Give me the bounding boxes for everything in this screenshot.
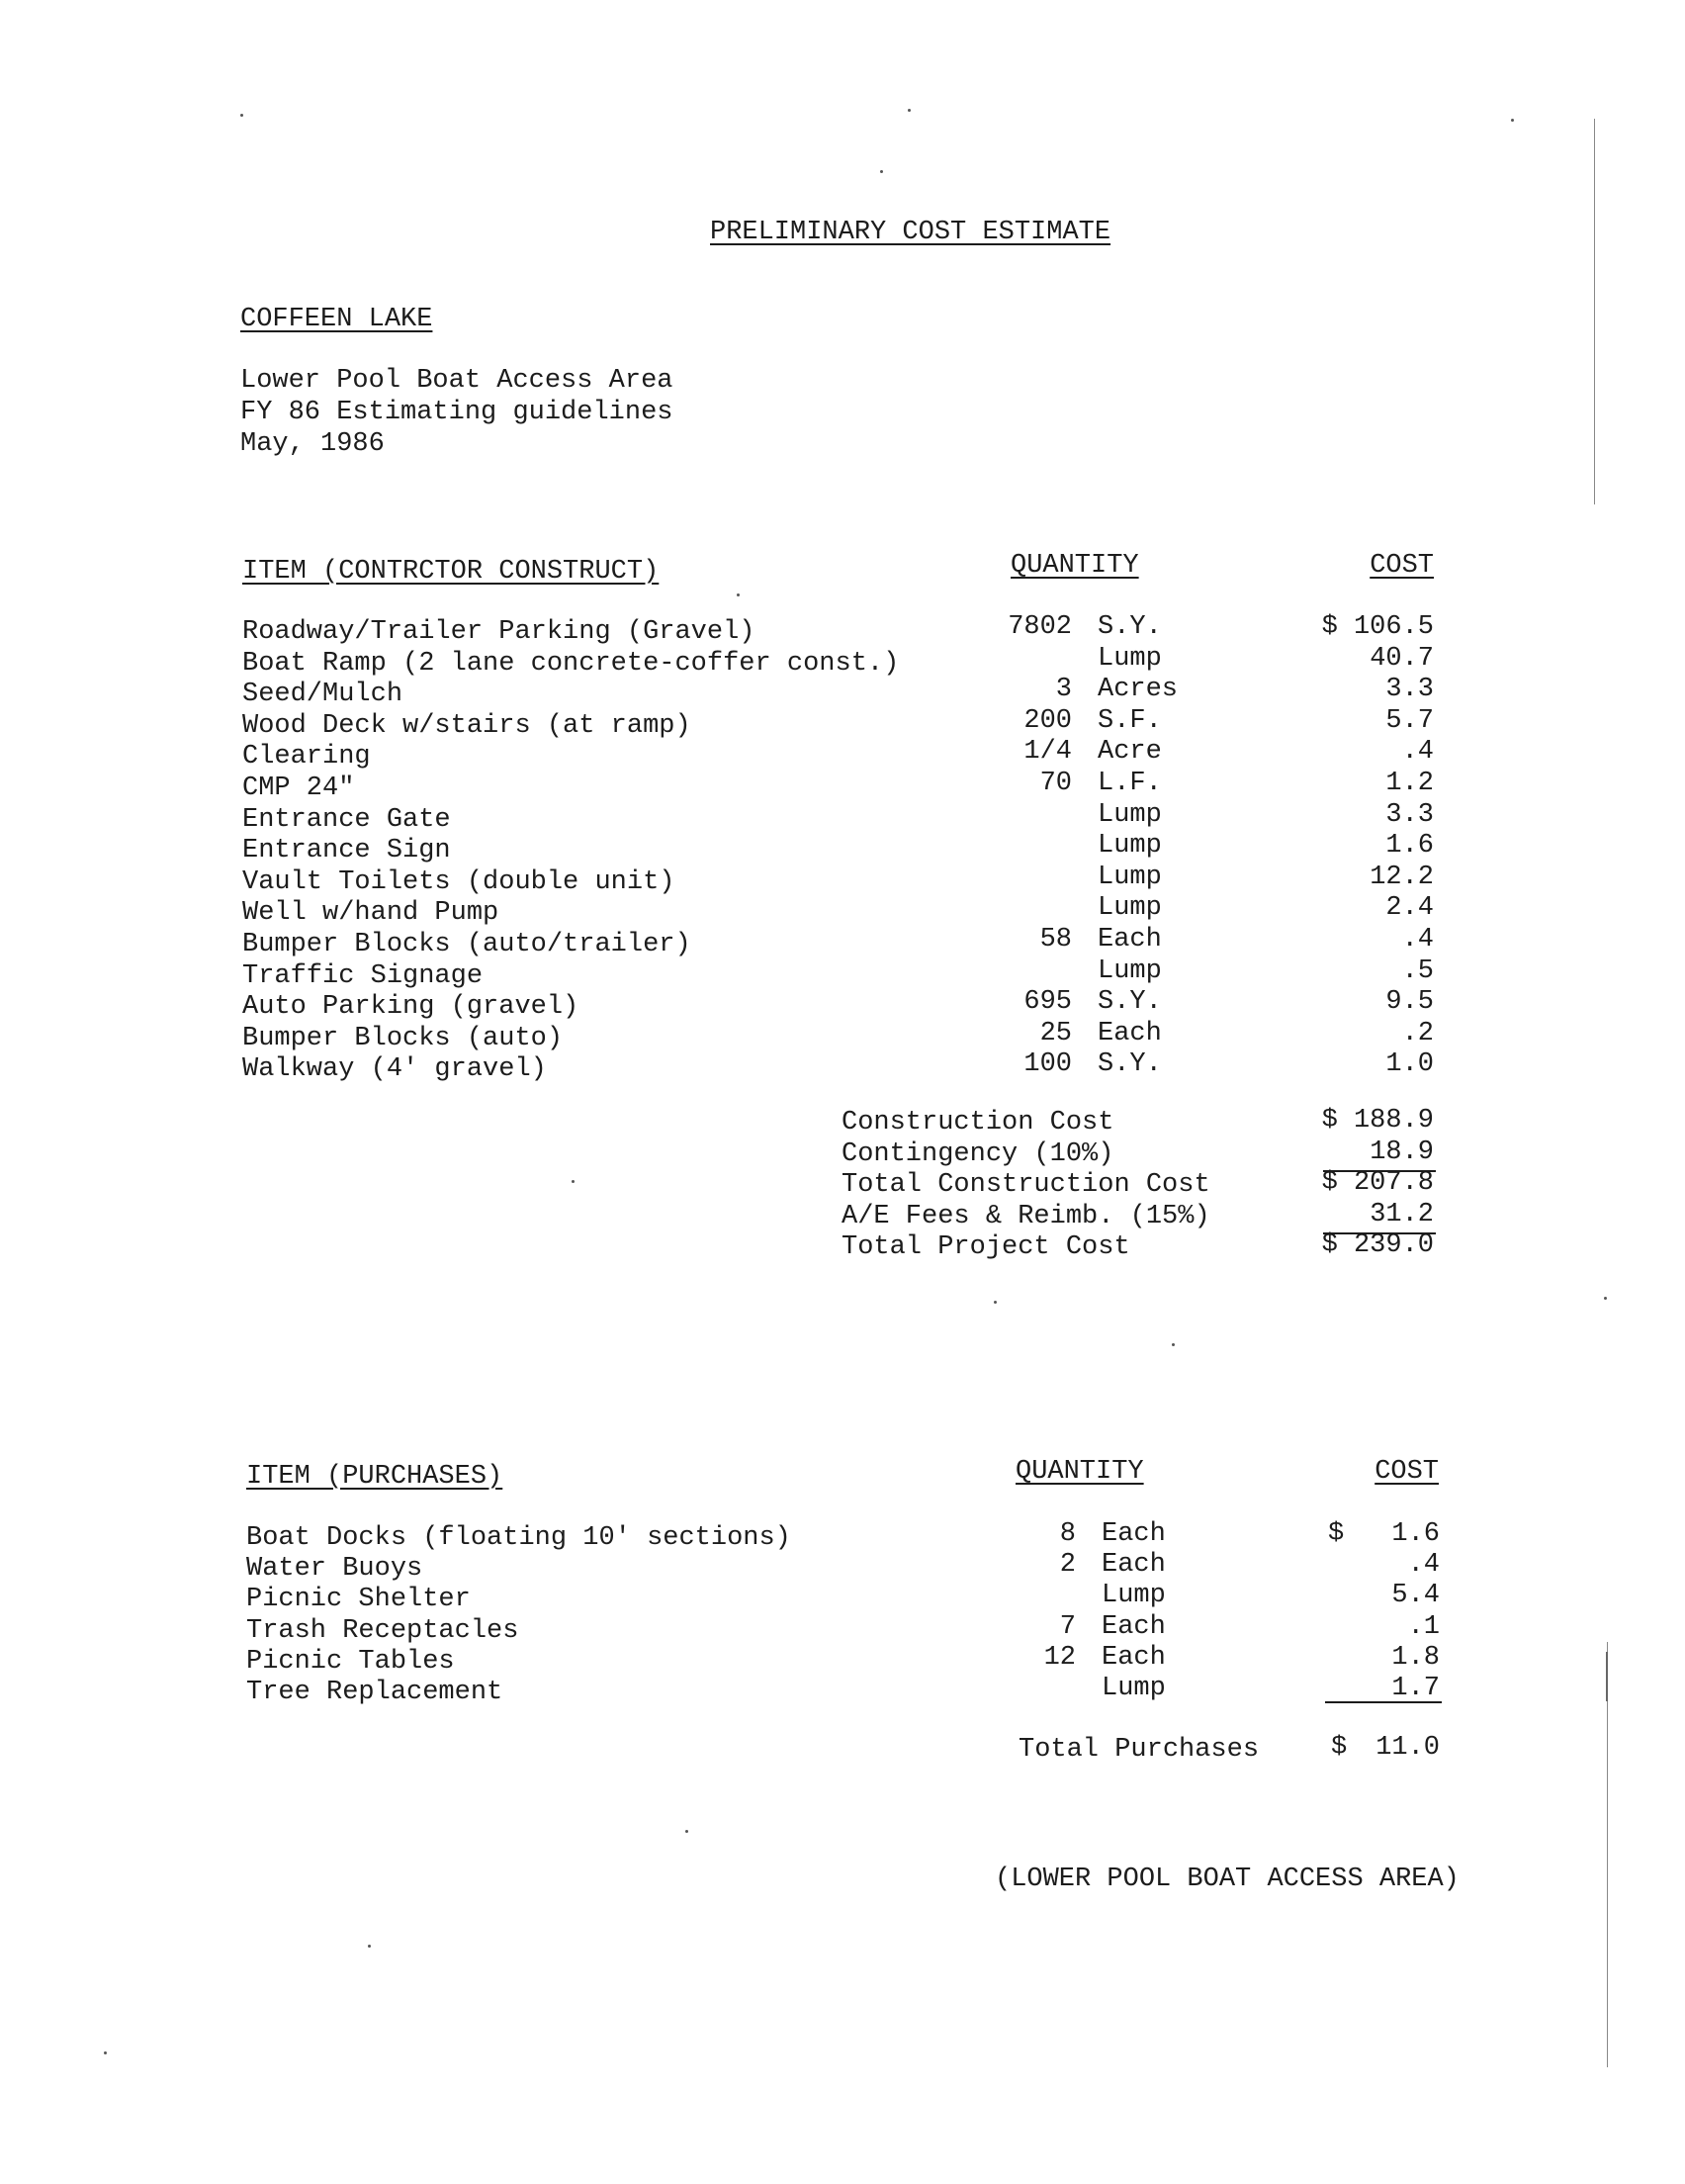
total-purchases-dollar: $ (1331, 1733, 1348, 1763)
summary-label: A/E Fees & Reimb. (15%) (842, 1201, 1210, 1231)
project-name: COFFEEN LAKE (240, 305, 433, 334)
construction-item: Auto Parking (gravel) (242, 992, 579, 1023)
construction-item: CMP 24" (242, 774, 355, 803)
construction-unit: S.Y. (1098, 987, 1162, 1018)
purchase-quantity: 12 (1043, 1642, 1076, 1673)
construction-unit: Acres (1098, 675, 1179, 705)
construction-item: Bumper Blocks (auto/trailer) (242, 930, 691, 959)
construction-quantity: 3 (1055, 675, 1072, 705)
construction-unit: L.F. (1098, 769, 1162, 798)
construction-item: Roadway/Trailer Parking (Gravel) (242, 617, 755, 647)
purchase-unit: Each (1102, 1550, 1166, 1581)
construction-item: Traffic Signage (242, 960, 484, 991)
purchase-unit: Each (1102, 1642, 1166, 1673)
construction-unit: Lump (1098, 831, 1162, 862)
purchase-cost: 1.8 (1391, 1642, 1440, 1673)
summary-value: $ 188.9 (1321, 1106, 1434, 1136)
scan-speck (104, 2051, 107, 2054)
scan-speck (240, 114, 243, 117)
purchase-item: Tree Replacement (246, 1678, 503, 1707)
purchases-cost-header: COST (1375, 1457, 1439, 1487)
construction-cost: .5 (1401, 956, 1434, 986)
purchase-cost: 1.6 (1391, 1519, 1440, 1549)
construction-unit: Lump (1098, 956, 1162, 986)
scan-edge-line (1607, 1642, 1608, 2067)
construction-unit: Lump (1098, 799, 1162, 830)
construction-quantity: 100 (1023, 1049, 1072, 1080)
construction-cost: 1.0 (1385, 1049, 1434, 1080)
construction-quantity-header: QUANTITY (1011, 551, 1139, 581)
purchase-item: Boat Docks (floating 10' sections) (246, 1523, 791, 1553)
construction-cost: 40.7 (1370, 643, 1434, 674)
construction-cost-header: COST (1370, 551, 1434, 581)
purchase-item: Picnic Shelter (246, 1585, 471, 1615)
purchase-unit: Each (1102, 1611, 1166, 1642)
purchase-unit: Lump (1102, 1674, 1166, 1703)
construction-item: Boat Ramp (2 lane concrete-coffer const.) (242, 648, 900, 679)
scan-speck (908, 109, 911, 112)
construction-quantity: 25 (1039, 1018, 1072, 1048)
summary-value: $ 207.8 (1321, 1168, 1434, 1199)
purchases-subtotal-rule (1325, 1701, 1442, 1703)
total-purchases-label: Total Purchases (1019, 1735, 1260, 1765)
construction-item: Wood Deck w/stairs (at ramp) (242, 710, 691, 741)
subtitle-area: Lower Pool Boat Access Area (240, 366, 673, 396)
construction-unit: S.Y. (1098, 1049, 1162, 1080)
summary-label: Construction Cost (842, 1108, 1114, 1138)
summary-value: 18.9 (1370, 1137, 1434, 1167)
purchase-quantity: 8 (1059, 1519, 1076, 1549)
construction-cost: 3.3 (1385, 799, 1434, 830)
purchase-cost: 1.7 (1391, 1674, 1440, 1703)
construction-item: Seed/Mulch (242, 680, 403, 710)
scan-speck (572, 1180, 575, 1183)
construction-cost: 1.2 (1385, 769, 1434, 798)
subtitle-guidelines: FY 86 Estimating guidelines (240, 398, 673, 427)
scan-edge-line (1606, 1652, 1608, 1701)
construction-cost: $ 106.5 (1321, 612, 1434, 642)
document-title: PRELIMINARY COST ESTIMATE (710, 218, 1111, 247)
purchase-unit: Each (1102, 1519, 1166, 1549)
construction-item: Walkway (4' gravel) (242, 1054, 547, 1085)
construction-quantity: 7802 (1008, 612, 1072, 642)
construction-quantity: 1/4 (1023, 737, 1072, 768)
summary-value: 31.2 (1370, 1199, 1434, 1229)
construction-item: Well w/hand Pump (242, 898, 499, 929)
construction-cost: 9.5 (1385, 987, 1434, 1018)
construction-item: Entrance Sign (242, 836, 451, 866)
scan-speck (737, 593, 740, 596)
scan-speck (368, 1945, 371, 1948)
scan-speck (1511, 119, 1514, 122)
scan-edge-line (1594, 119, 1595, 504)
summary-label: Total Project Cost (842, 1232, 1130, 1263)
summary-value: $ 239.0 (1321, 1230, 1434, 1261)
construction-quantity: 58 (1039, 925, 1072, 955)
construction-cost: .2 (1401, 1018, 1434, 1048)
construction-unit: Lump (1098, 893, 1162, 924)
purchase-cost: .1 (1407, 1611, 1440, 1642)
construction-unit: Lump (1098, 643, 1162, 674)
footer-caption: (LOWER POOL BOAT ACCESS AREA) (995, 1865, 1460, 1894)
construction-item: Vault Toilets (double unit) (242, 866, 675, 897)
construction-unit: Each (1098, 1018, 1162, 1048)
construction-cost: 2.4 (1385, 893, 1434, 924)
construction-unit: Each (1098, 925, 1162, 955)
total-purchases-value: 11.0 (1375, 1733, 1440, 1763)
construction-cost: .4 (1401, 925, 1434, 955)
construction-cost: 12.2 (1370, 862, 1434, 892)
summary-label: Contingency (10%) (842, 1138, 1114, 1169)
scan-speck (685, 1830, 688, 1833)
purchase-quantity: 2 (1059, 1550, 1076, 1581)
construction-item: Bumper Blocks (auto) (242, 1023, 564, 1053)
summary-subtotal-rule (1323, 1170, 1436, 1172)
construction-item-header: ITEM (CONTRCTOR CONSTRUCT) (242, 557, 660, 587)
purchase-first-dollar: $ (1328, 1519, 1345, 1549)
purchases-item-header: ITEM (PURCHASES) (246, 1462, 503, 1492)
construction-item: Clearing (242, 742, 371, 773)
scan-speck (880, 170, 883, 173)
subtitle-date: May, 1986 (240, 429, 385, 459)
construction-unit: Lump (1098, 862, 1162, 892)
construction-unit: Acre (1098, 737, 1162, 768)
construction-cost: 1.6 (1385, 831, 1434, 862)
scan-speck (1604, 1297, 1607, 1300)
summary-label: Total Construction Cost (842, 1170, 1210, 1201)
summary-subtotal-rule (1323, 1232, 1436, 1234)
purchase-quantity: 7 (1059, 1611, 1076, 1642)
construction-quantity: 70 (1039, 769, 1072, 798)
purchases-quantity-header: QUANTITY (1016, 1457, 1144, 1487)
purchase-cost: .4 (1407, 1550, 1440, 1581)
construction-cost: .4 (1401, 737, 1434, 768)
scan-speck (1172, 1343, 1175, 1346)
purchase-item: Water Buoys (246, 1554, 423, 1585)
purchase-item: Picnic Tables (246, 1646, 455, 1677)
purchase-item: Trash Receptacles (246, 1615, 519, 1646)
scan-speck (994, 1301, 997, 1304)
construction-cost: 5.7 (1385, 705, 1434, 736)
construction-quantity: 695 (1023, 987, 1072, 1018)
construction-unit: S.Y. (1098, 612, 1162, 642)
construction-item: Entrance Gate (242, 804, 451, 835)
purchase-cost: 5.4 (1391, 1581, 1440, 1611)
construction-unit: S.F. (1098, 705, 1162, 736)
construction-quantity: 200 (1023, 705, 1072, 736)
construction-cost: 3.3 (1385, 675, 1434, 705)
purchase-unit: Lump (1102, 1581, 1166, 1611)
